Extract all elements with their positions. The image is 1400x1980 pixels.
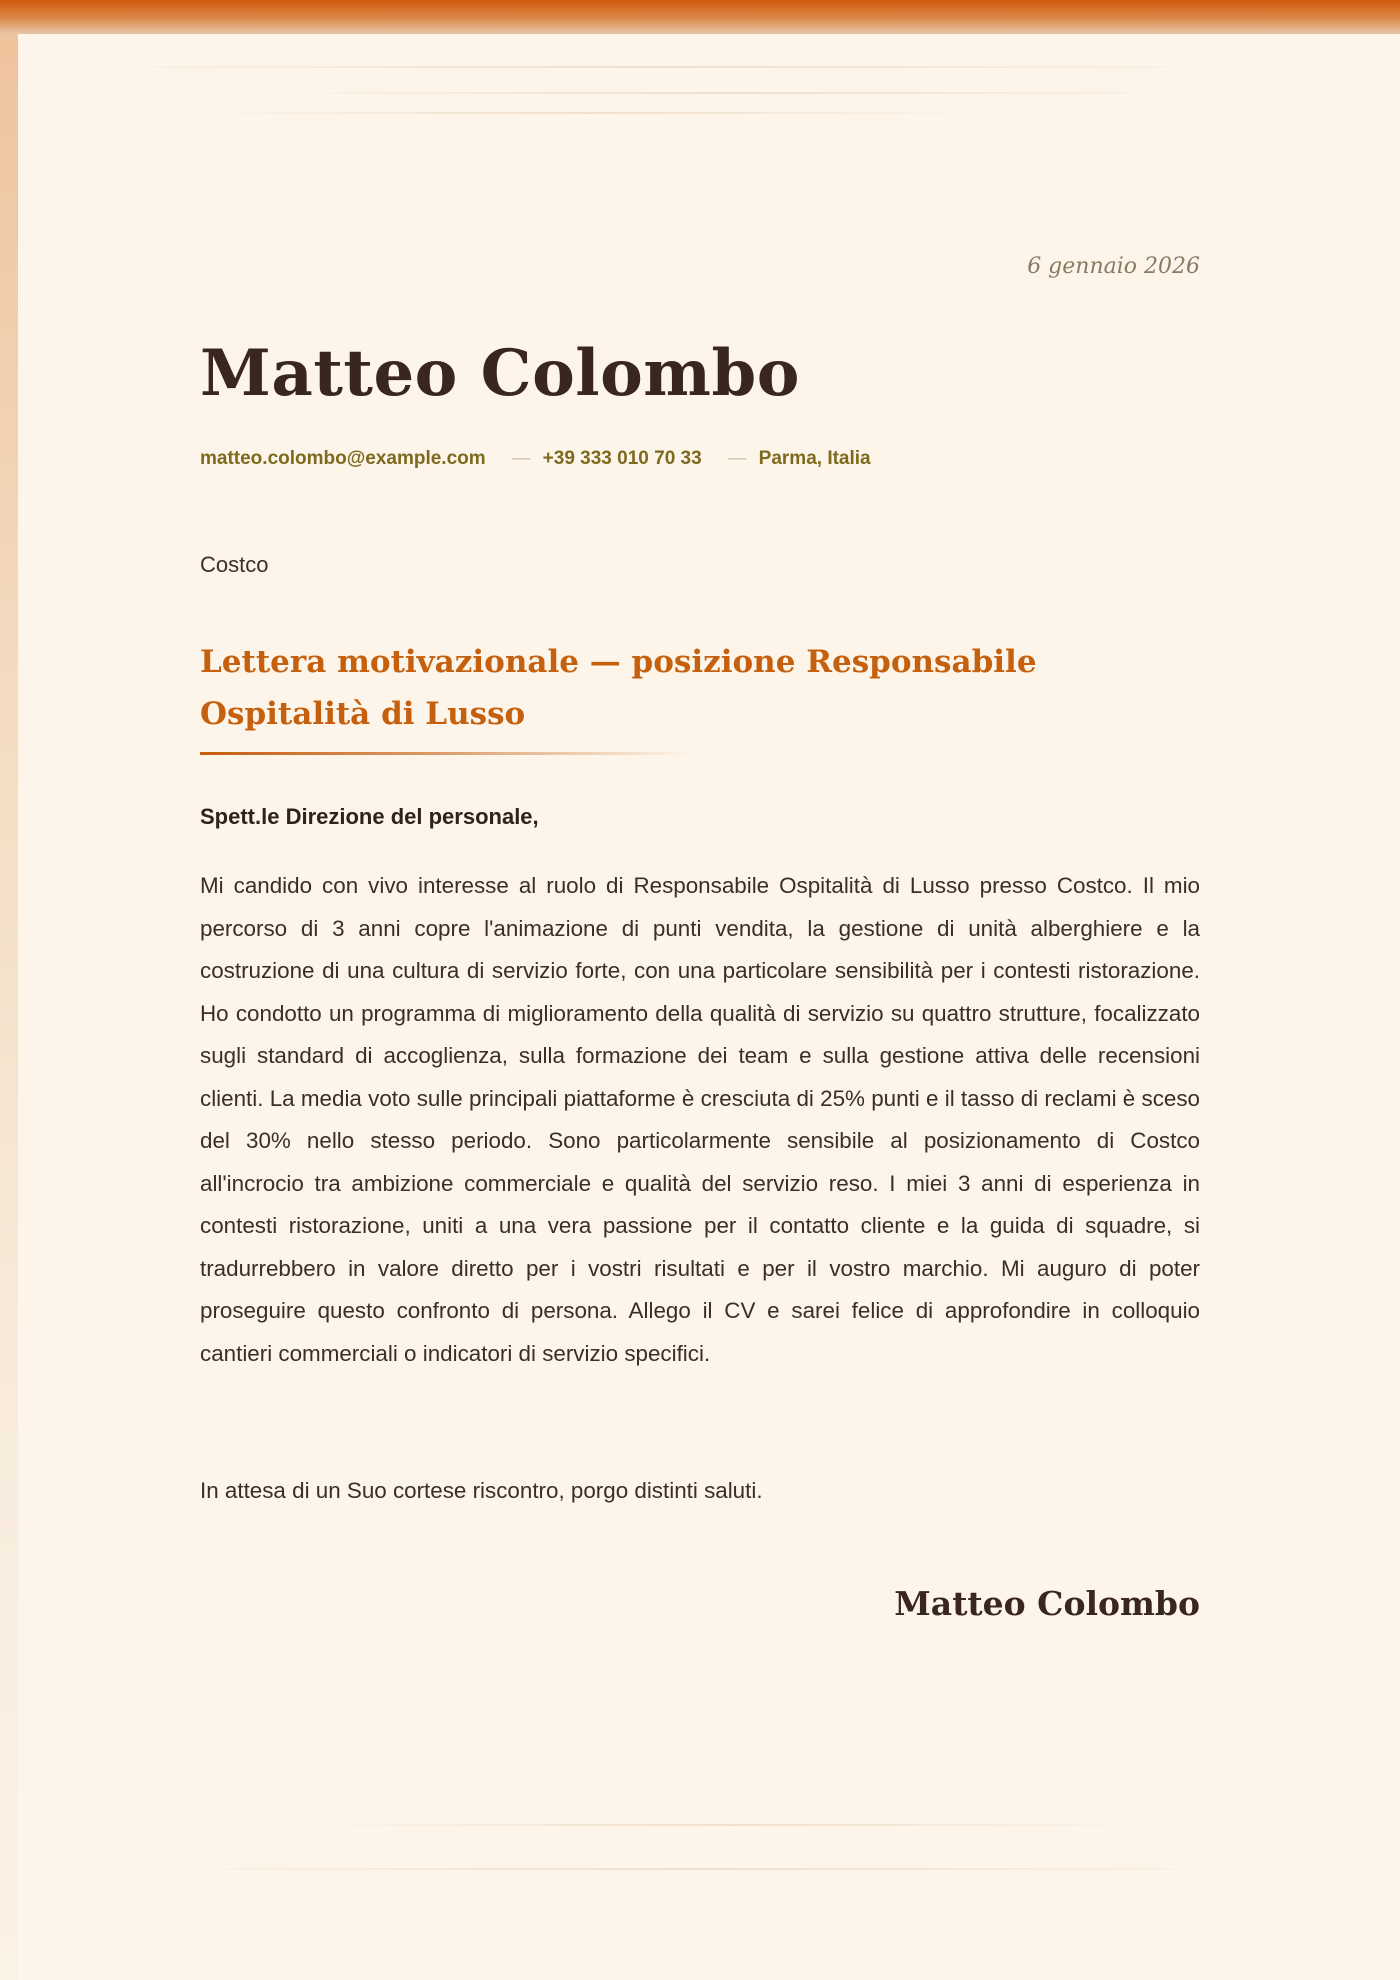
email-link[interactable]: matteo.colombo@example.com xyxy=(200,448,486,469)
contact-line xyxy=(200,448,871,470)
location: Parma, Italia xyxy=(758,448,871,469)
decorative-line xyxy=(120,1868,1280,1870)
letter-body: Mi candido con vivo interesse al ruolo di Responsabile Ospitalità di Lusso presso Costco. Il mio percorso di 3 anni copre l'animazione di punti vendita, la gestione di unità alberghiere e la costruzione di una cultura di servizio forte, con una particolare sensibilità per i contesti ristorazione. Ho condotto un programma di miglioramento della qualità di servizio su quattro strutture, focalizzato sugli standard di accoglienza, sulla formazione dei team e sulla gestione attiva delle recensioni clienti. La media voto sulle principali piattaforme è cresciuta di 25% punti e il tasso di reclami è sceso del 30% nello stesso periodo. Sono particolarmente sensibile al posizionamento di Costco all'incrocio tra ambizione commerciale e qualità del servizio reso. I miei 3 anni di esperienza in contesti ristorazione, uniti a una vera passione per il contatto cliente e la guida di squadre, si tradurrebbero in valore diretto per i vostri risultati e per il vostro marchio. Mi auguro di poter proseguire questo confronto di persona. Allego il CV e sarei felice di approfondire in colloquio cantieri commerciali o indicatori di servizio specifici. xyxy=(200,873,1200,1366)
decorative-line xyxy=(300,1824,1160,1826)
decorative-line xyxy=(240,92,1220,94)
signature: Matteo Colombo xyxy=(894,1584,1200,1623)
decorative-line xyxy=(40,66,1280,68)
salutation: Spett.le Direzione del personale, xyxy=(200,804,539,829)
decorative-line xyxy=(190,112,990,114)
subject-underline xyxy=(200,752,690,755)
left-accent-strip xyxy=(0,34,18,1980)
letter-subject: Lettera motivazionale — posizione Responsabile Ospitalità di Lusso xyxy=(200,644,1037,732)
recipient-company: Costco xyxy=(200,552,269,577)
closing-line: In attesa di un Suo cortese riscontro, porgo distinti saluti. xyxy=(200,1478,763,1503)
contact-separator: — xyxy=(511,448,531,469)
letter-date: 6 gennaio 2026 xyxy=(1027,254,1200,279)
phone-number[interactable]: +39 333 010 70 33 xyxy=(542,448,702,469)
top-accent-bar xyxy=(0,0,1400,34)
sender-name: Matteo Colombo xyxy=(200,336,800,411)
contact-separator: — xyxy=(727,448,747,469)
